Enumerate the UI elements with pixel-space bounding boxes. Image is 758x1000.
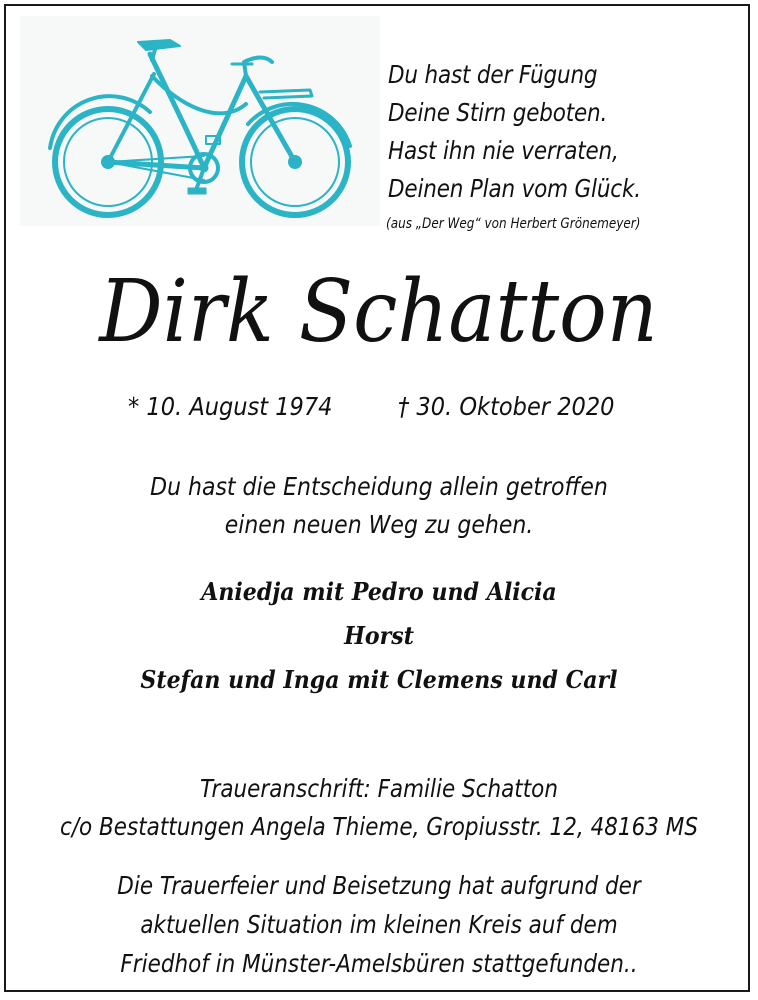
message-line: Du hast die Entscheidung allein getroffen: [150, 472, 608, 501]
death-date: † 30. Oktober 2020: [398, 392, 615, 421]
poem-line: Hast ihn nie verraten,: [388, 136, 619, 165]
address-line: c/o Bestattungen Angela Thieme, Gropiusstr. 12, 48163 MS: [59, 812, 698, 841]
bicycle-icon: [20, 16, 380, 226]
mourner-line: Aniedja mit Pedro und Alicia: [201, 577, 557, 606]
poem-quote: [388, 56, 663, 208]
bicycle-illustration: [20, 16, 380, 226]
notice-line: Die Trauerfeier und Beisetzung hat aufgrund der: [117, 871, 641, 900]
mourners-list: [0, 570, 758, 702]
poem-line: Deinen Plan vom Glück.: [388, 174, 641, 203]
mourner-line: Stefan und Inga mit Clemens und Carl: [140, 665, 618, 694]
poem-line: Deine Stirn geboten.: [388, 98, 608, 127]
notice-line: Friedhof in Münster-Amelsbüren stattgefunden..: [120, 949, 638, 978]
life-dates: [0, 392, 758, 432]
quote-source: (aus „Der Weg“ von Herbert Grönemeyer): [386, 216, 641, 232]
mourning-address: [0, 770, 758, 846]
birth-date: * 10. August 1974: [128, 392, 333, 421]
funeral-notice: [0, 866, 758, 983]
mourner-line: Horst: [344, 621, 414, 650]
poem-line: Du hast der Fügung: [388, 60, 598, 89]
deceased-name: [0, 262, 758, 362]
deceased-name-text: Dirk Schatton: [99, 262, 659, 362]
farewell-message: [0, 468, 758, 544]
message-line: einen neuen Weg zu gehen.: [224, 510, 534, 539]
notice-line: aktuellen Situation im kleinen Kreis auf dem: [140, 910, 618, 939]
address-line: Traueranschrift: Familie Schatton: [200, 774, 558, 803]
